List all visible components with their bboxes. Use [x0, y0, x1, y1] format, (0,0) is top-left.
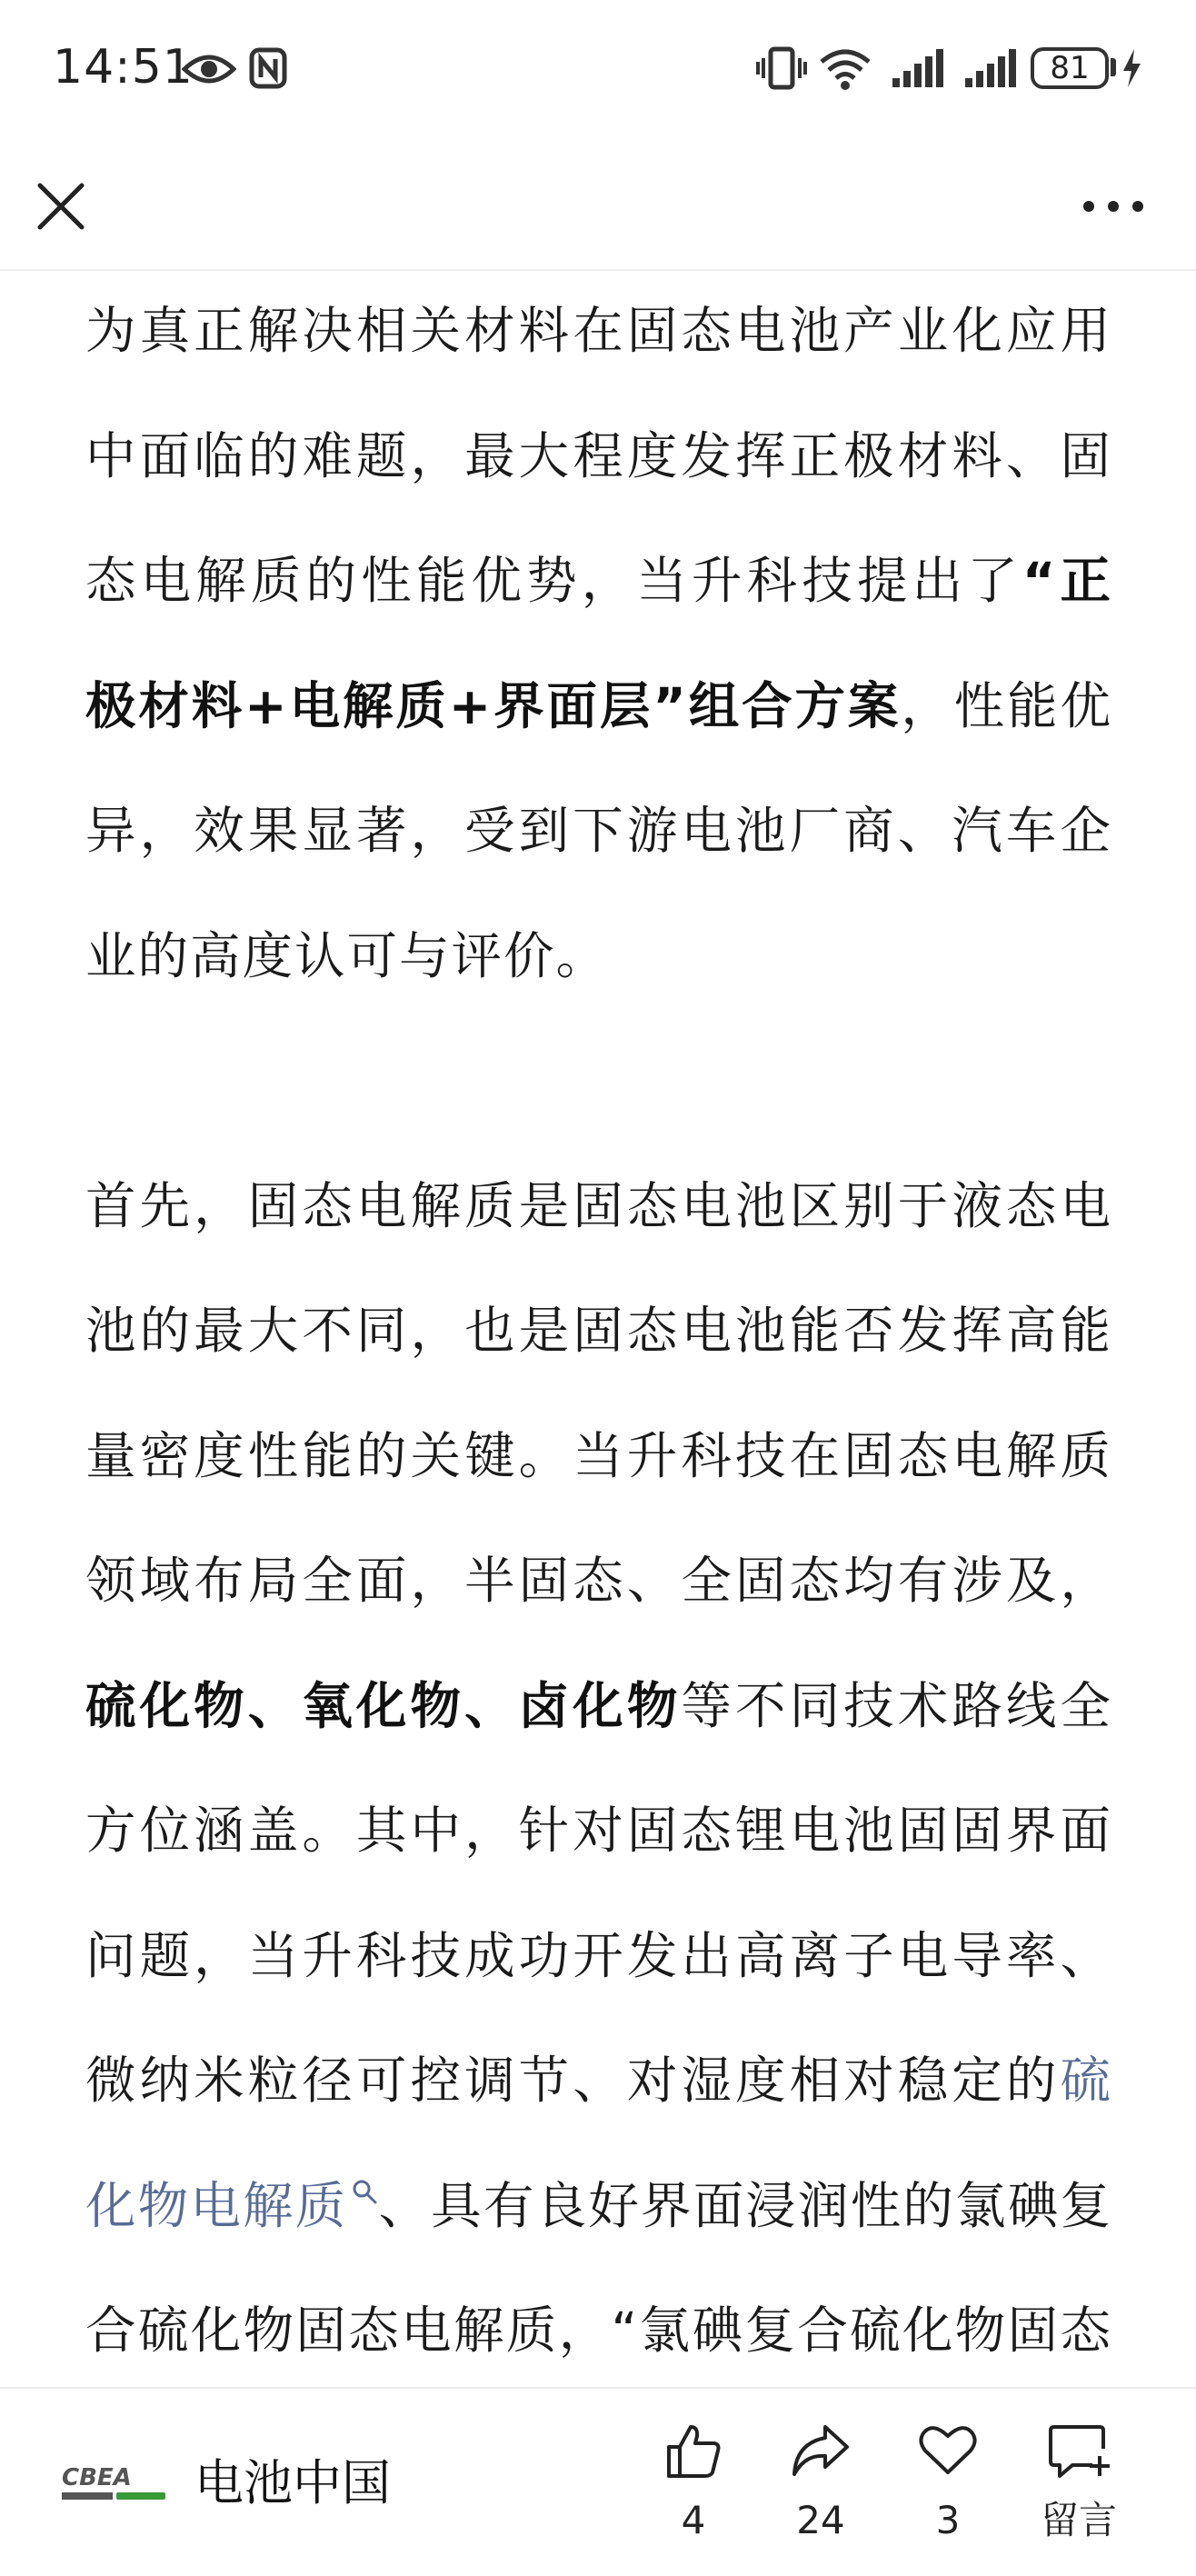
vibrate-icon — [756, 45, 807, 91]
bold-text: 硫化物、氧化物、卤化物 — [85, 1676, 682, 1736]
paragraph-text: 首先，固态电解质是固态电池区别于液态电池的最大不同，也是固态电池能否发挥高能量密度性能的关键。当升科技在固态电解质领域布局全面，半固态、全固态均有涉及， — [85, 1176, 1112, 1611]
charging-bolt-icon — [1120, 47, 1143, 89]
svg-text:CBEA: CBEA — [62, 2464, 132, 2491]
status-bar — [0, 0, 1196, 145]
comment-button[interactable] — [1029, 2421, 1129, 2543]
battery-tip — [1111, 58, 1116, 76]
paragraph-text: 等不同技术路线全方位涵盖。其中，针对固态锂电池固固界面问题，当升科技成功开发出高离子电导率、微纳米粒径可控调节、对湿度相对稳定的 — [85, 1676, 1112, 2111]
close-icon — [27, 173, 95, 240]
paragraph-text: ，性能优异，效果显著，受到下游电池厂商、汽车企业的高度认可与评价。 — [85, 676, 1112, 986]
top-navigation-bar — [0, 145, 1196, 271]
paragraph-text: 为真正解决相关材料在固态电池产业化应用中面临的难题，最大程度发挥正极材料、固态电解质的性能优势，当升科技提出了 — [85, 302, 1112, 611]
favorite-count: 3 — [935, 2498, 961, 2542]
article-paragraph — [85, 1144, 1112, 2388]
status-time: 14:51 — [53, 40, 194, 95]
keyword-link-text[interactable]: 硫化物电解质 — [85, 2052, 1112, 2236]
heart-icon — [918, 2421, 978, 2480]
account-logo[interactable] — [60, 2461, 167, 2505]
bold-text: “正极材料+电解质+界面层”组合方案 — [85, 552, 1112, 736]
more-options-button[interactable] — [1072, 173, 1154, 240]
search-icon — [351, 2178, 378, 2205]
paragraph-text: 、具有良好界面浸润性的氯碘复合硫化物固态电解质，“氯碘复合硫化物固态 — [85, 2176, 1112, 2361]
thumbs-up-icon — [663, 2421, 723, 2480]
battery-icon: 81 — [1031, 47, 1109, 89]
comment-label: 留言 — [1040, 2498, 1117, 2542]
wifi-icon — [818, 47, 872, 91]
article-body — [85, 269, 1112, 2387]
close-button[interactable] — [27, 173, 95, 240]
eye-icon — [182, 51, 236, 87]
share-count: 24 — [796, 2498, 845, 2542]
more-dots-icon — [1072, 173, 1154, 240]
signal-icon — [963, 45, 1016, 89]
account-name[interactable]: 电池中国 — [194, 2454, 391, 2511]
favorite-button[interactable] — [898, 2421, 998, 2543]
like-button[interactable] — [643, 2421, 743, 2543]
comment-add-icon — [1047, 2421, 1111, 2480]
share-button[interactable] — [771, 2421, 871, 2543]
share-arrow-icon — [791, 2421, 851, 2480]
nfc-icon — [249, 47, 287, 89]
signal-icon — [891, 45, 943, 89]
bottom-action-bar — [0, 2387, 1196, 2576]
like-count: 4 — [681, 2498, 706, 2542]
article-paragraph — [85, 269, 1112, 1019]
